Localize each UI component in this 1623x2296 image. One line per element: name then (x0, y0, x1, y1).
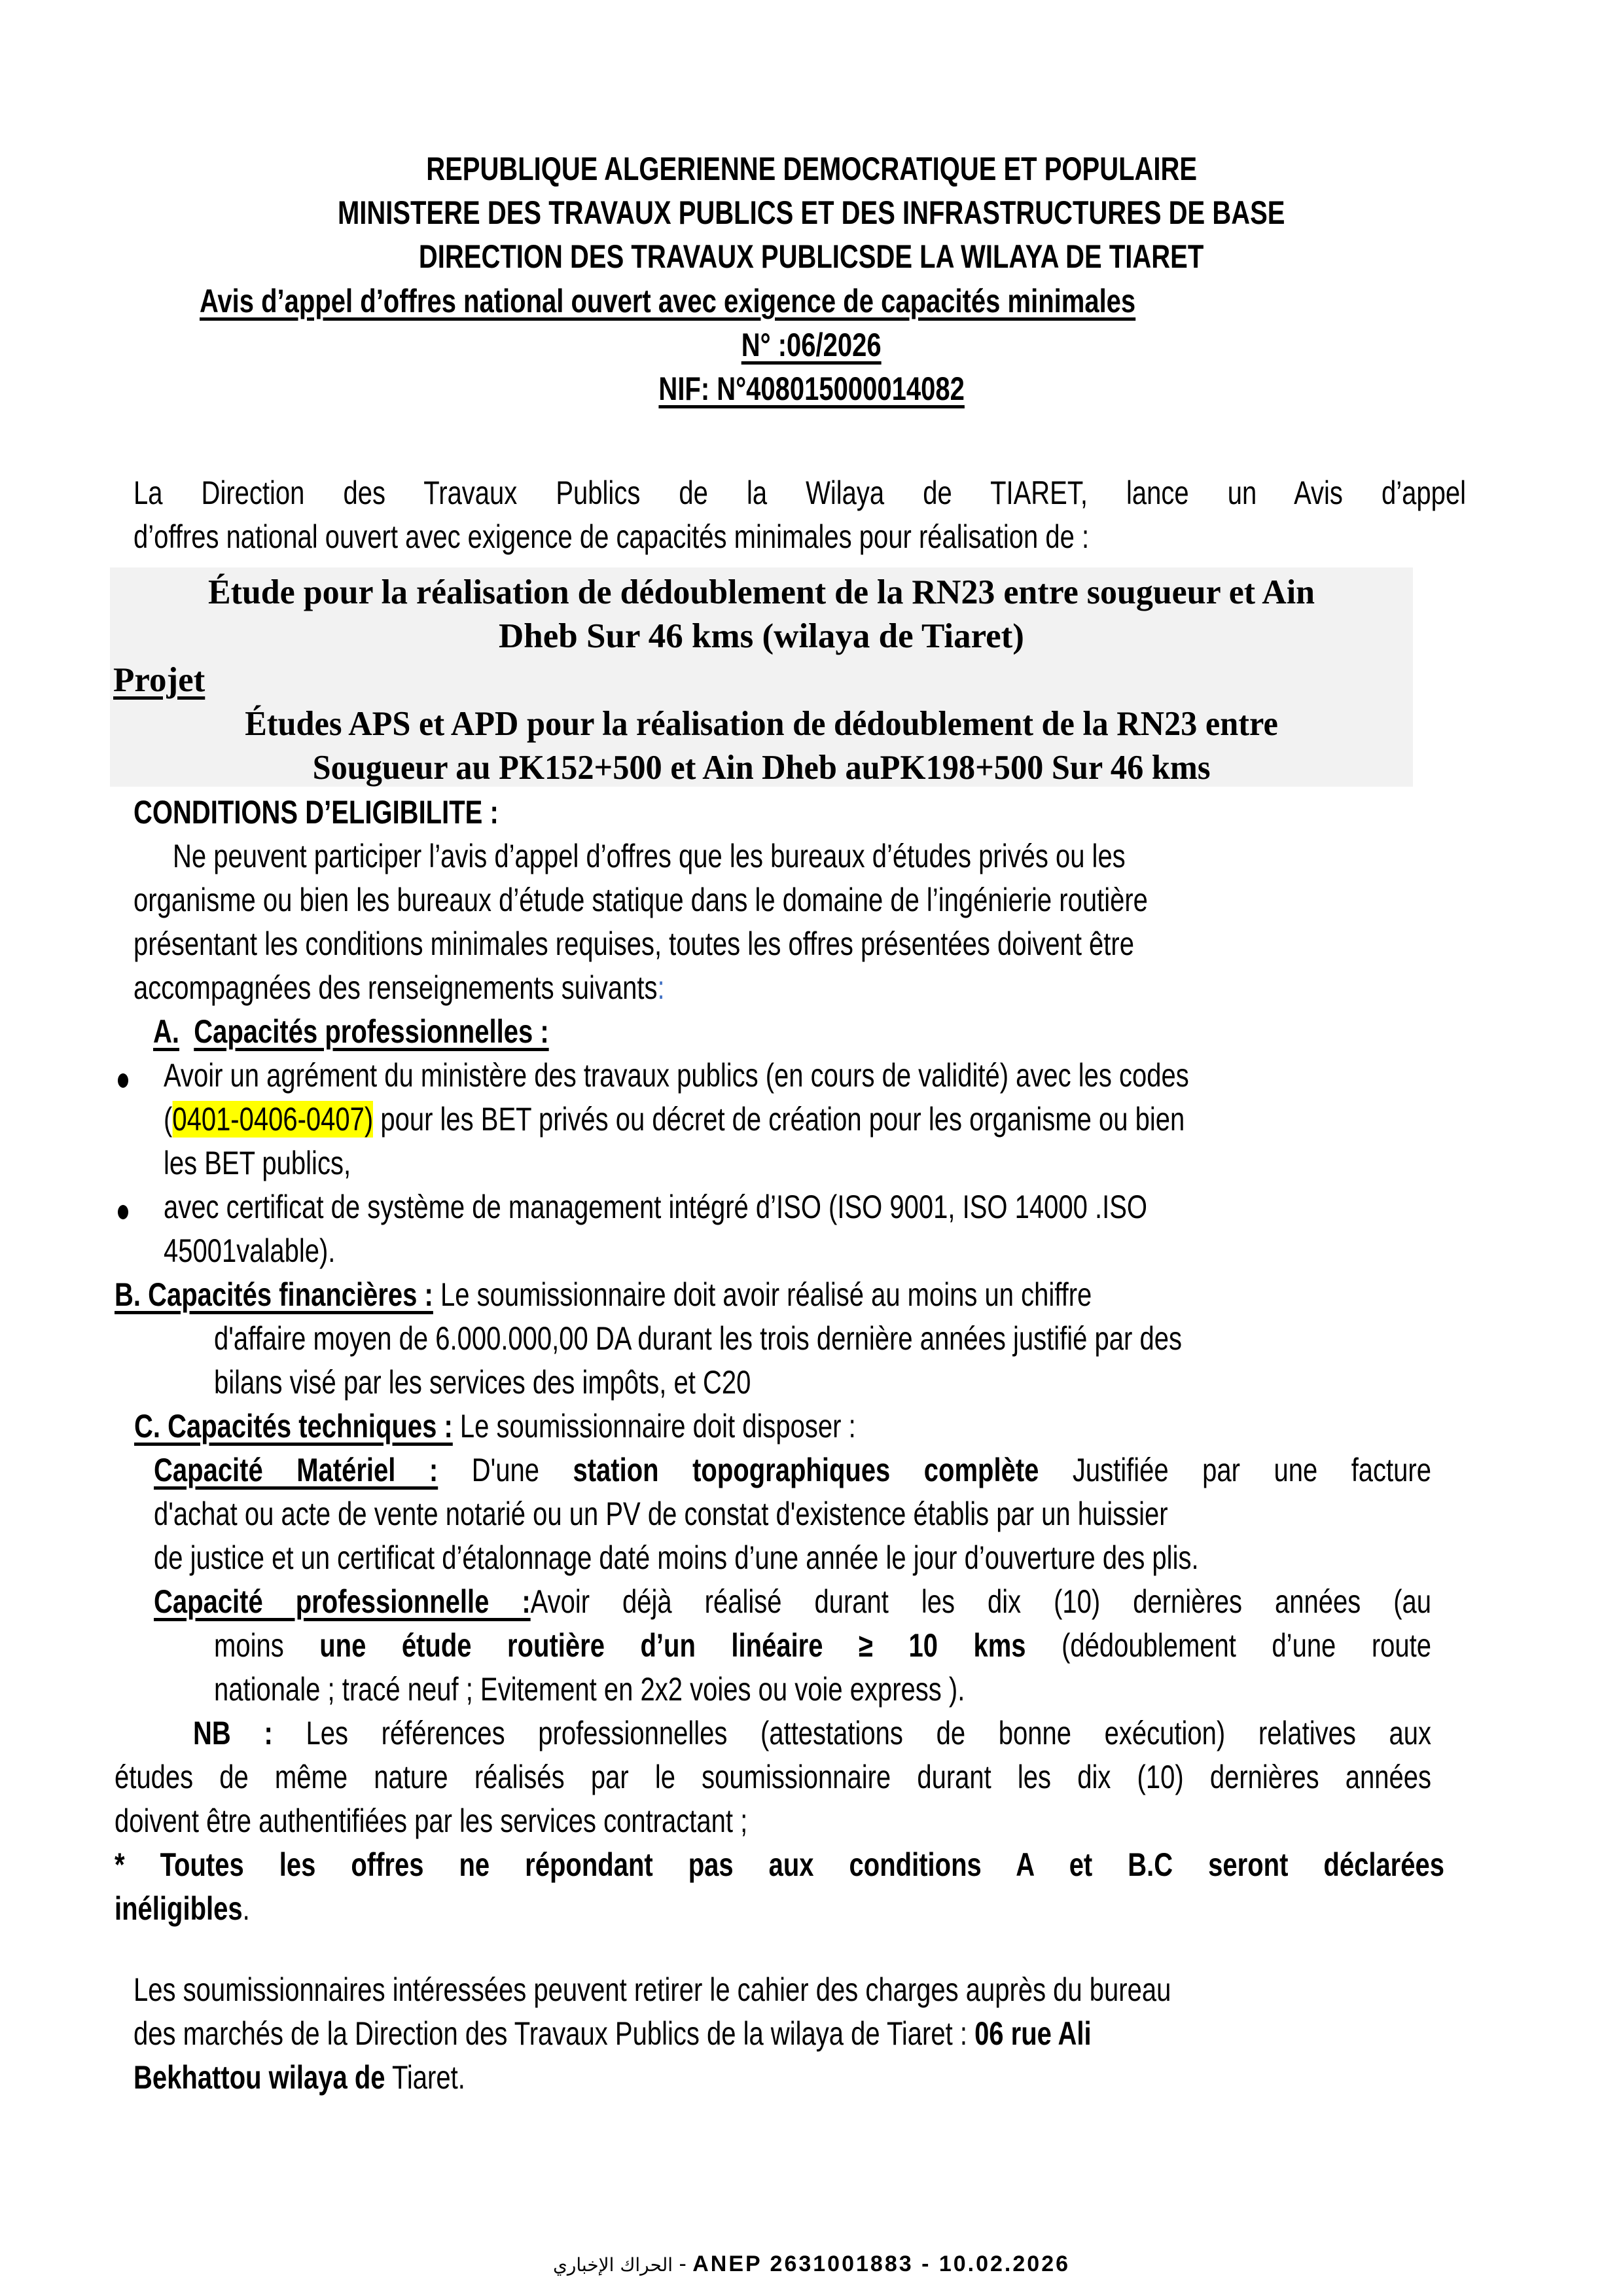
eligibility-line-3: présentant les conditions minimales requises, toutes les offres présentées doivent être (134, 925, 1134, 962)
nb-line-3: doivent être authentifiées par les services contractant ; (115, 1803, 748, 1839)
notice-number: N° :06/2026 (741, 327, 882, 363)
projet-line-1: Études APS et APD pour la réalisation de dédoublement de la RN23 entre (245, 705, 1278, 743)
pro-capacity-line-1: Capacité professionnelle :Avoir déjà réalisé durant les dix (10) dernières années (au (154, 1583, 1432, 1620)
section-b-line-3: bilans visé par les services des impôts, et C20 (214, 1364, 751, 1401)
section-a-bullet-2-line-1: avec certificat de système de management intégré d’ISO (ISO 9001, ISO 14000 .ISO (164, 1189, 1147, 1225)
eligibility-title: CONDITIONS D’ELIGIBILITE : (134, 794, 499, 831)
eligibility-line-1: Ne peuvent participer l’avis d’appel d’offres que les bureaux d’études privés ou les (173, 838, 1126, 874)
newspaper-name: الحراك الإخباري (552, 2254, 673, 2276)
retrieval-line-1: Les soumissionnaires intéressées peuvent retirer le cahier des charges auprès du bureau (134, 1971, 1171, 2008)
materiel-line-1: Capacité Matériel : D'une station topographiques complète Justifiée par une facture (154, 1452, 1431, 1488)
address: 06 rue Ali (974, 2015, 1092, 2052)
agreement-codes-highlight: 0401-0406-0407) (172, 1101, 374, 1138)
pro-capacity-line-3: nationale ; tracé neuf ; Evitement en 2x2 voies ou voie express ). (214, 1671, 965, 1708)
notice-title: Avis d’appel d’offres national ouvert avec exigence de capacités minimales (200, 283, 1136, 319)
materiel-line-3: de justice et un certificat d’étalonnage daté moins d’une année le jour d’ouverture des plis. (154, 1539, 1199, 1576)
eligibility-line-2: organisme ou bien les bureaux d’étude statique dans le domaine de l’ingénierie routière (134, 882, 1148, 918)
ministry-heading: MINISTERE DES TRAVAUX PUBLICS ET DES INFRASTRUCTURES DE BASE (338, 194, 1285, 231)
ineligibility-warning-line-1: * Toutes les offres ne répondant pas aux conditions A et B.C seront déclarées (115, 1846, 1444, 1883)
bullet-icon (118, 1073, 128, 1088)
nif-number: NIF: N°408015000014082 (658, 370, 965, 407)
retrieval-line-3: Bekhattou wilaya de Tiaret. (134, 2059, 465, 2096)
anep-reference: ANEP 2631001883 - 10.02.2026 (692, 2251, 1071, 2276)
section-a-bullet-2-line-2: 45001valable). (164, 1232, 336, 1269)
section-b-line-2: d'affaire moyen de 6.000.000,00 DA durant les trois dernière années justifié par des (214, 1320, 1182, 1357)
pro-capacity-line-2: moins une étude routière d’un linéaire ≥ 10 kms (dédoublement d’une route (214, 1627, 1431, 1664)
section-b-line-1: B. Capacités financières : Le soumissionnaire doit avoir réalisé au moins un chiffre (115, 1276, 1092, 1313)
study-title-line-2: Dheb Sur 46 kms (wilaya de Tiaret) (499, 617, 1024, 655)
study-title-line-1: Étude pour la réalisation de dédoublement de la RN23 entre sougueur et Ain (207, 573, 1315, 611)
section-a-bullet-1-line-2: (0401-0406-0407) pour les BET privés ou décret de création pour les organisme ou bien (164, 1101, 1185, 1138)
projet-line-2: Sougueur au PK152+500 et Ain Dheb auPK198+500 Sur 46 kms (312, 749, 1211, 787)
republic-heading: REPUBLIQUE ALGERIENNE DEMOCRATIQUE ET POPULAIRE (426, 151, 1197, 187)
direction-heading: DIRECTION DES TRAVAUX PUBLICSDE LA WILAYA DE TIARET (419, 238, 1204, 275)
materiel-line-2: d'achat ou acte de vente notarié ou un PV de constat d'existence établis par un huissier (154, 1496, 1168, 1532)
publication-footer: الحراك الإخباري - ANEP 2631001883 - 10.02.2026 (552, 2251, 1071, 2276)
nb-line-2: études de même nature réalisés par le soumissionnaire durant les dix (10) dernières années (115, 1759, 1431, 1795)
section-a-bullet-1-line-1: Avoir un agrément du ministère des travaux publics (en cours de validité) avec les codes (164, 1057, 1189, 1094)
section-a-heading: A. Capacités professionnelles : (153, 1013, 549, 1050)
nb-line-1: NB : Les références professionnelles (attestations de bonne exécution) relatives aux (193, 1715, 1431, 1751)
projet-label: Projet (113, 661, 205, 699)
intro-line-2: d’offres national ouvert avec exigence de capacités minimales pour réalisation de : (134, 518, 1090, 555)
intro-line-1: La Direction des Travaux Publics de la Wilaya de TIARET, lance un Avis d’appel (134, 475, 1466, 511)
section-a-bullet-1-line-3: les BET publics, (164, 1145, 351, 1181)
retrieval-line-2: des marchés de la Direction des Travaux Publics de la wilaya de Tiaret : 06 rue Ali (134, 2015, 1092, 2052)
section-c-heading: C. Capacités techniques : Le soumissionnaire doit disposer : (134, 1408, 856, 1444)
ineligibility-warning-line-2: inéligibles. (115, 1890, 250, 1927)
bullet-icon (118, 1205, 128, 1219)
eligibility-line-4: accompagnées des renseignements suivants: (134, 969, 665, 1006)
